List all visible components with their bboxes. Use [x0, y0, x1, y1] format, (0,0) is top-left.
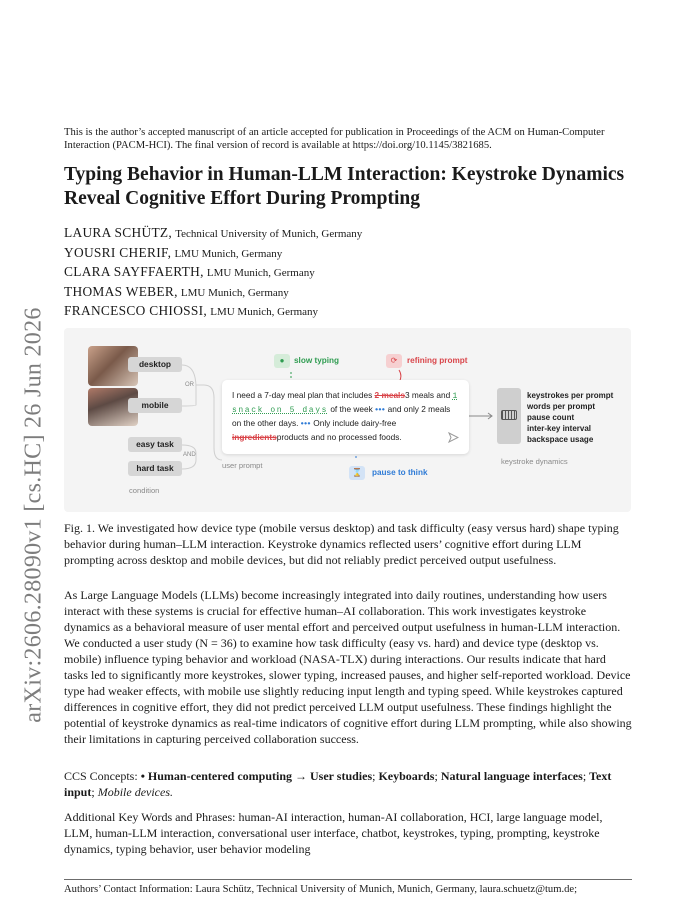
- refining-prompt-label: refining prompt: [407, 356, 468, 365]
- ccs-arrow: →: [292, 769, 310, 783]
- metric-item: inter-key interval: [527, 424, 592, 433]
- refresh-icon: ⟳: [386, 354, 402, 368]
- prompt-text: I need a 7-day meal plan that includes: [232, 390, 375, 400]
- snail-icon: ●: [274, 354, 290, 368]
- metrics-list: [527, 390, 613, 445]
- mobile-tag: mobile: [128, 398, 182, 413]
- ccs-concept: Keyboards: [378, 769, 435, 783]
- author-affiliation: LMU Munich, Germany: [174, 247, 283, 260]
- author-affiliation: LMU Munich, Germany: [206, 267, 315, 280]
- contact-info: Authors’ Contact Information: Laura Schütz, Technical University of Munich, Munich, Germany, laura.schuetz@tum.de;: [64, 884, 578, 895]
- ccs-concept: Mobile devices.: [97, 785, 174, 799]
- and-label: AND: [183, 452, 196, 458]
- keywords: Additional Key Words and Phrases: human-AI interaction, human-AI collaboration, HCI, large language model, LLM, human-LLM interaction, conversational user interface, chatbot, keystrokes, typing, prompting, keystroke dynamics, typing behavior, user behavior modeling: [64, 810, 603, 856]
- hard-task-tag: hard task: [128, 461, 182, 476]
- prompt-text: Only include dairy-free: [310, 418, 397, 429]
- ccs-sep: ;: [434, 769, 441, 783]
- metric-item: words per prompt: [527, 402, 596, 411]
- teaser-figure: [64, 328, 631, 512]
- slow-typing-label: slow typing: [294, 356, 340, 365]
- ccs-concept: Natural language interfaces: [440, 769, 583, 783]
- user-prompt-box: [222, 380, 469, 454]
- pause-marker: •••: [300, 418, 311, 429]
- easy-task-tag: easy task: [128, 437, 182, 452]
- author-name: LAURA SCHÜTZ,: [64, 225, 173, 240]
- abstract: As Large Language Models (LLMs) become increasingly integrated into daily routines, understanding how users interact with these systems is crucial for effective human–AI collaboration. This work investigates keystroke dynamics as a behavioral measure of user mental effort and perceived output usefulness in human-LLM interaction. We conducted a user study (N = 36) to examine how task difficulty (easy vs. hard) and device type (desktop vs. mobile) influence typing behavior and workload (NASA-TLX) during interactions. Our results indicate that hard tasks led to significantly more keystrokes, slower typing, increased pauses, and higher self-reported workload. Device type had weaker effects, with mobile use slightly reducing input length and typing speed. While keystrokes captured differences in cognitive effort, they did not predict perceived LLM output usefulness. These findings highlight the potential of keystroke dynamics as real-time indicators of cognitive effort during LLM prompting, while also showing their limitations in capturing perceived collaboration success.: [64, 588, 632, 746]
- condition-label: condition: [129, 486, 160, 495]
- send-icon: [448, 432, 459, 443]
- ccs-sep: ;: [91, 785, 98, 799]
- ccs-concept: Text input: [64, 769, 612, 799]
- author-name: CLARA SAYFFAERTH,: [64, 264, 204, 280]
- user-prompt-label: user prompt: [222, 461, 263, 470]
- author-affiliation: LMU Munich, Germany: [180, 286, 289, 299]
- ccs-bullet: •: [140, 769, 148, 783]
- pause-marker: •••: [375, 404, 386, 415]
- ccs-concepts: [64, 768, 632, 800]
- prompt-text: of the week: [328, 404, 376, 415]
- prompt-text: 3 meals and: [404, 390, 453, 400]
- metric-item: keystrokes per prompt: [527, 391, 614, 400]
- manuscript-notice: This is the author’s accepted manuscript of an article accepted for publication in Proceedings of the ACM on Human-Computer Interaction (PACM-HCI). The final version of record is available at https://doi.org/10.1145/3821685.: [64, 127, 605, 151]
- ccs-sep: ;: [582, 769, 590, 783]
- deleted-text: ingredients: [232, 431, 277, 442]
- author-item: [64, 244, 632, 264]
- hourglass-icon: ⌛: [349, 466, 365, 480]
- author-list: [64, 224, 632, 322]
- author-item: [64, 283, 632, 303]
- author-name: FRANCESCO CHIOSSI,: [64, 303, 208, 319]
- arxiv-id: arXiv:2606.28090v1 [cs.HC] 26 Jun 2026: [20, 307, 47, 723]
- keystroke-dynamics-label: keystroke dynamics: [501, 457, 568, 466]
- ccs-concept: User studies: [310, 769, 373, 783]
- figure-caption: Fig. 1. We investigated how device type (mobile versus desktop) and task difficulty (easy versus hard) shape typing behavior during human–LLM interaction. Keystroke dynamics reflected users’ cognitive effort during LLM prompting across desktop and mobile devices, but did not reliably predict perceived output usefulness.: [64, 521, 619, 567]
- metric-item: backspace usage: [527, 435, 594, 444]
- arxiv-sidebar: [14, 265, 54, 765]
- prompt-text: and only 2 meals on the other days.: [232, 404, 451, 429]
- paper-title: Typing Behavior in Human-LLM Interaction: Keystroke Dynamics Reveal Cognitive Effort During Prompting: [64, 164, 625, 209]
- or-label: OR: [185, 382, 194, 388]
- ccs-concept: Human-centered computing: [147, 769, 292, 783]
- author-name: YOUSRI CHERIF,: [64, 244, 172, 260]
- deleted-text: 2 meals: [374, 390, 405, 400]
- footnote-rule: [64, 879, 632, 880]
- author-item: [64, 224, 632, 244]
- prompt-text: products and no processed foods.: [276, 431, 402, 442]
- author-affiliation: LMU Munich, Germany: [210, 306, 319, 319]
- author-name: THOMAS WEBER,: [64, 283, 178, 299]
- metric-item: pause count: [527, 413, 575, 422]
- ccs-sep: ;: [372, 769, 379, 783]
- slow-typed-text: 1 snack on 5 days: [232, 392, 459, 416]
- desktop-tag: desktop: [128, 357, 182, 372]
- keyboard-icon: [501, 410, 517, 420]
- pause-to-think-label: pause to think: [372, 468, 428, 477]
- author-item: [64, 263, 632, 283]
- author-item: [64, 302, 632, 322]
- ccs-label: CCS Concepts:: [64, 769, 141, 783]
- author-affiliation: Technical University of Munich, Germany: [175, 228, 363, 240]
